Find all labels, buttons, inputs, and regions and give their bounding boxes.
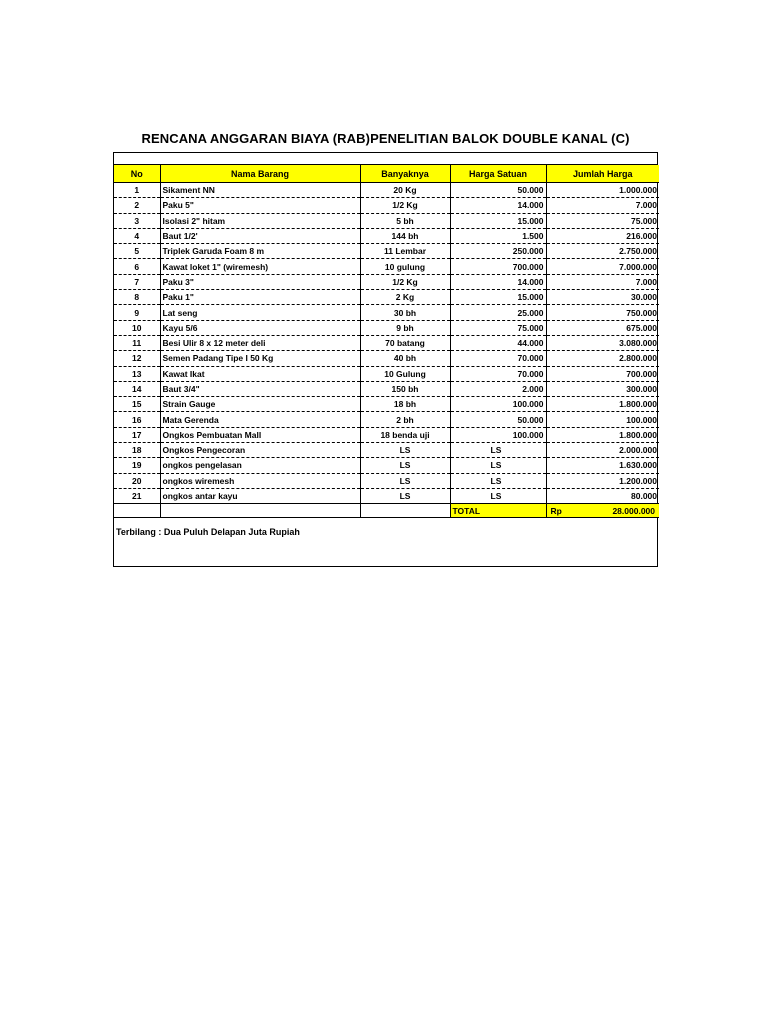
cell-jumlah-harga: 1.200.000 (546, 473, 659, 488)
cell-banyaknya: 2 Kg (360, 290, 450, 305)
cell-nama-barang: Baut 3/4" (160, 381, 360, 396)
cell-no: 14 (114, 381, 160, 396)
cell-no: 1 (114, 183, 160, 198)
header-jumlah-harga: Jumlah Harga (546, 165, 659, 183)
table-row (114, 320, 659, 335)
cell-no: 20 (114, 473, 160, 488)
cell-nama-barang: ongkos wiremesh (160, 473, 360, 488)
cell-no: 3 (114, 213, 160, 228)
cell-nama-barang: Besi Ulir 8 x 12 meter deli (160, 335, 360, 350)
table-row (114, 443, 659, 458)
cell-harga-satuan: 14.000 (450, 198, 546, 213)
cell-harga-satuan: 25.000 (450, 305, 546, 320)
cell-no: 4 (114, 228, 160, 243)
table-row (114, 412, 659, 427)
total-empty-cell (360, 504, 450, 518)
table-row (114, 397, 659, 412)
header-banyaknya: Banyaknya (360, 165, 450, 183)
cell-no: 10 (114, 320, 160, 335)
cell-nama-barang: Semen Padang Tipe I 50 Kg (160, 351, 360, 366)
cell-jumlah-harga: 7.000 (546, 198, 659, 213)
table-row (114, 290, 659, 305)
cell-harga-satuan: 15.000 (450, 290, 546, 305)
cell-no: 12 (114, 351, 160, 366)
cell-jumlah-harga: 1.000.000 (546, 183, 659, 198)
cell-jumlah-harga: 30.000 (546, 290, 659, 305)
cell-jumlah-harga: 675.000 (546, 320, 659, 335)
cell-no: 17 (114, 427, 160, 442)
cell-banyaknya: LS (360, 458, 450, 473)
table-row (114, 274, 659, 289)
budget-table (114, 165, 659, 518)
cell-banyaknya: LS (360, 473, 450, 488)
cell-banyaknya: 150 bh (360, 381, 450, 396)
table-row (114, 473, 659, 488)
cell-no: 6 (114, 259, 160, 274)
cell-harga-satuan: 2.000 (450, 381, 546, 396)
table-row (114, 488, 659, 503)
cell-no: 8 (114, 290, 160, 305)
cell-no: 18 (114, 443, 160, 458)
table-row (114, 259, 659, 274)
header-row (114, 165, 659, 183)
cell-harga-satuan: LS (450, 458, 546, 473)
cell-banyaknya: LS (360, 443, 450, 458)
cell-jumlah-harga: 75.000 (546, 213, 659, 228)
cell-banyaknya: 11 Lembar (360, 244, 450, 259)
cell-nama-barang: ongkos pengelasan (160, 458, 360, 473)
cell-jumlah-harga: 2.750.000 (546, 244, 659, 259)
header-no: No (114, 165, 160, 183)
cell-no: 13 (114, 366, 160, 381)
cell-banyaknya: 2 bh (360, 412, 450, 427)
cell-banyaknya: 10 gulung (360, 259, 450, 274)
table-row (114, 213, 659, 228)
cell-nama-barang: Paku 1" (160, 290, 360, 305)
cell-nama-barang: Ongkos Pengecoran (160, 443, 360, 458)
cell-no: 5 (114, 244, 160, 259)
cell-jumlah-harga: 7.000 (546, 274, 659, 289)
total-value: 28.000.000 (612, 505, 655, 516)
cell-harga-satuan: LS (450, 473, 546, 488)
table-row (114, 305, 659, 320)
total-row (114, 504, 659, 518)
table-row (114, 228, 659, 243)
cell-banyaknya: 1/2 Kg (360, 274, 450, 289)
cell-harga-satuan: 100.000 (450, 397, 546, 412)
cell-harga-satuan: LS (450, 488, 546, 503)
cell-banyaknya: LS (360, 488, 450, 503)
cell-jumlah-harga: 1.630.000 (546, 458, 659, 473)
cell-no: 15 (114, 397, 160, 412)
cell-nama-barang: ongkos antar kayu (160, 488, 360, 503)
table-row (114, 427, 659, 442)
cell-banyaknya: 18 bh (360, 397, 450, 412)
cell-no: 9 (114, 305, 160, 320)
cell-jumlah-harga: 216.000 (546, 228, 659, 243)
cell-harga-satuan: 1.500 (450, 228, 546, 243)
cell-harga-satuan: 15.000 (450, 213, 546, 228)
terbilang-text: Terbilang : Dua Puluh Delapan Juta Rupiah (116, 527, 300, 538)
cell-harga-satuan: 50.000 (450, 412, 546, 427)
cell-nama-barang: Triplek Garuda Foam 8 m (160, 244, 360, 259)
cell-nama-barang: Isolasi 2" hitam (160, 213, 360, 228)
cell-harga-satuan: 75.000 (450, 320, 546, 335)
cell-jumlah-harga: 750.000 (546, 305, 659, 320)
cell-jumlah-harga: 2.000.000 (546, 443, 659, 458)
cell-banyaknya: 5 bh (360, 213, 450, 228)
document-title: RENCANA ANGGARAN BIAYA (RAB)PENELITIAN BALOK DOUBLE KANAL (C) (141, 131, 630, 146)
cell-no: 21 (114, 488, 160, 503)
cell-harga-satuan: LS (450, 443, 546, 458)
cell-harga-satuan: 250.000 (450, 244, 546, 259)
cell-nama-barang: Paku 3" (160, 274, 360, 289)
cell-harga-satuan: 44.000 (450, 335, 546, 350)
cell-banyaknya: 30 bh (360, 305, 450, 320)
cell-jumlah-harga: 80.000 (546, 488, 659, 503)
cell-no: 2 (114, 198, 160, 213)
cell-nama-barang: Strain Gauge (160, 397, 360, 412)
table-top-spacer (114, 153, 657, 165)
cell-nama-barang: Lat seng (160, 305, 360, 320)
cell-jumlah-harga: 1.800.000 (546, 427, 659, 442)
budget-table-sheet (113, 152, 658, 567)
cell-jumlah-harga: 1.800.000 (546, 397, 659, 412)
table-row (114, 244, 659, 259)
cell-banyaknya: 10 Gulung (360, 366, 450, 381)
cell-nama-barang: Baut 1/2' (160, 228, 360, 243)
total-currency: Rp (550, 505, 562, 516)
cell-banyaknya: 144 bh (360, 228, 450, 243)
table-row (114, 381, 659, 396)
cell-jumlah-harga: 100.000 (546, 412, 659, 427)
cell-jumlah-harga: 300.000 (546, 381, 659, 396)
cell-banyaknya: 9 bh (360, 320, 450, 335)
cell-harga-satuan: 100.000 (450, 427, 546, 442)
cell-no: 7 (114, 274, 160, 289)
cell-harga-satuan: 70.000 (450, 366, 546, 381)
cell-nama-barang: Kawat loket 1" (wiremesh) (160, 259, 360, 274)
total-amount-cell (546, 504, 659, 518)
table-row (114, 351, 659, 366)
cell-nama-barang: Mata Gerenda (160, 412, 360, 427)
table-row (114, 366, 659, 381)
cell-nama-barang: Kayu 5/6 (160, 320, 360, 335)
cell-no: 19 (114, 458, 160, 473)
cell-harga-satuan: 14.000 (450, 274, 546, 289)
cell-nama-barang: Sikament NN (160, 183, 360, 198)
table-row (114, 183, 659, 198)
cell-jumlah-harga: 700.000 (546, 366, 659, 381)
cell-jumlah-harga: 7.000.000 (546, 259, 659, 274)
cell-banyaknya: 40 bh (360, 351, 450, 366)
cell-nama-barang: Kawat Ikat (160, 366, 360, 381)
cell-banyaknya: 70 batang (360, 335, 450, 350)
cell-banyaknya: 18 benda uji (360, 427, 450, 442)
cell-harga-satuan: 50.000 (450, 183, 546, 198)
total-empty-cell (114, 504, 160, 518)
cell-no: 11 (114, 335, 160, 350)
total-empty-cell (160, 504, 360, 518)
cell-jumlah-harga: 3.080.000 (546, 335, 659, 350)
cell-jumlah-harga: 2.800.000 (546, 351, 659, 366)
table-row (114, 198, 659, 213)
cell-banyaknya: 20 Kg (360, 183, 450, 198)
table-row (114, 458, 659, 473)
header-nama-barang: Nama Barang (160, 165, 360, 183)
cell-no: 16 (114, 412, 160, 427)
cell-nama-barang: Paku 5" (160, 198, 360, 213)
header-harga-satuan: Harga Satuan (450, 165, 546, 183)
table-body (114, 183, 659, 504)
total-label: TOTAL (450, 504, 546, 518)
cell-harga-satuan: 70.000 (450, 351, 546, 366)
table-row (114, 335, 659, 350)
cell-harga-satuan: 700.000 (450, 259, 546, 274)
cell-banyaknya: 1/2 Kg (360, 198, 450, 213)
cell-nama-barang: Ongkos Pembuatan Mall (160, 427, 360, 442)
